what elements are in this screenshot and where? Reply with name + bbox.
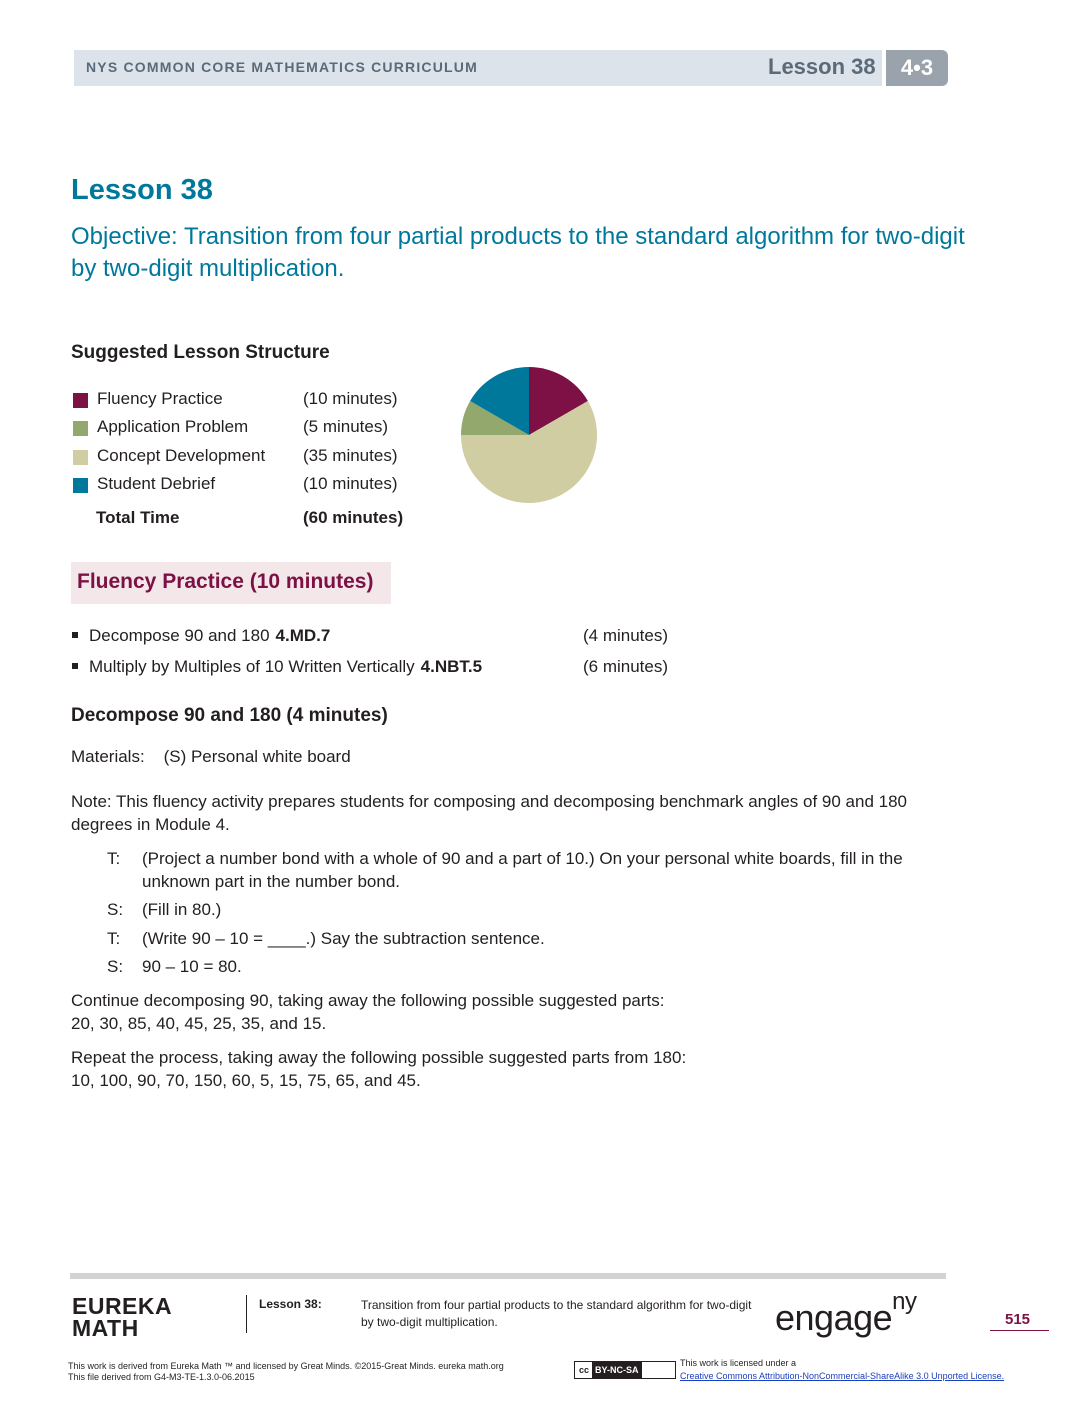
repeat-line-2: 10, 100, 90, 70, 150, 60, 5, 15, 75, 65, and 45.: [71, 1071, 421, 1090]
logo-line-2: MATH: [72, 1315, 139, 1341]
footer-lesson-label: Lesson 38:: [259, 1297, 322, 1311]
curriculum-label: NYS COMMON CORE MATHEMATICS CURRICULUM: [86, 59, 478, 75]
activity-time: (4 minutes): [583, 626, 669, 645]
dialogue-line: [0, 955, 1000, 978]
fluency-swatch: [73, 393, 88, 408]
footer-rule: [70, 1273, 946, 1279]
structure-item-name: Concept Development: [97, 446, 266, 465]
eureka-math-logo: [72, 1295, 172, 1339]
section-heading: Decompose 90 and 180 (4 minutes): [71, 705, 388, 726]
dialogue-text: 90 – 10 = 80.: [142, 957, 242, 976]
structure-item-time: (5 minutes): [303, 417, 389, 436]
logo-line-1: EUREKA: [72, 1293, 173, 1319]
cc-badge-label: BY-NC-SA: [592, 1362, 642, 1378]
cc-icon: cc: [579, 1365, 590, 1375]
speaker: T:: [107, 929, 121, 948]
total-label: Total Time: [96, 508, 180, 527]
activity-standard: 4.NBT.5: [420, 657, 483, 676]
activity-item: [72, 657, 482, 677]
bullet-icon: [72, 663, 78, 669]
activity-text: Decompose 90 and 180: [89, 626, 270, 645]
activity-item: [72, 626, 330, 646]
module-badge: 4•3: [886, 50, 948, 86]
speaker: S:: [107, 957, 124, 976]
license-text: This work is licensed under a: [680, 1358, 797, 1368]
fluency-heading-box: [71, 562, 391, 604]
cc-license-badge: [574, 1361, 676, 1379]
materials: Materials: (S) Personal white board: [71, 747, 351, 766]
note: Note: This fluency activity prepares students for composing and decomposing benchmark angles of 90 and 180 degrees in Module 4.: [71, 792, 908, 834]
total-time: (60 minutes): [303, 508, 404, 527]
concept-swatch: [73, 450, 88, 465]
derived-line-1: This work is derived from Eureka Math ™ and licensed by Great Minds. ©2015-Great Minds. eureka math.org: [68, 1361, 504, 1371]
continue-line-2: 20, 30, 85, 40, 45, 25, 35, and 15.: [71, 1014, 327, 1033]
continue-line-1: Continue decomposing 90, taking away the following possible suggested parts:: [71, 991, 665, 1010]
application-swatch: [73, 421, 88, 436]
ny-text: ny: [892, 1288, 917, 1315]
dialogue-text: (Project a number bond with a whole of 90 and a part of 10.) On your personal white boards, fill in the unknown part in the number bond.: [142, 849, 903, 891]
derived-line-2: This file derived from G4-M3-TE-1.3.0-06.2015: [68, 1372, 255, 1382]
structure-item-time: (10 minutes): [303, 474, 398, 493]
bullet-icon: [72, 632, 78, 638]
debrief-swatch: [73, 478, 88, 493]
structure-item-name: Student Debrief: [97, 474, 216, 493]
structure-item-time: (10 minutes): [303, 389, 398, 408]
license-link[interactable]: Creative Commons Attribution-NonCommercial-ShareAlike 3.0 Unported License.: [680, 1371, 1005, 1381]
structure-item-name: Fluency Practice: [97, 389, 223, 408]
dialogue-line: [0, 898, 1000, 921]
lesson-pie-chart: [458, 364, 600, 506]
objective: Objective: Transition from four partial products to the standard algorithm for two-digit by two-digit multiplication.: [71, 223, 965, 282]
dialogue-text: (Write 90 – 10 = ____.) Say the subtraction sentence.: [142, 929, 545, 948]
activity-standard: 4.MD.7: [275, 626, 331, 645]
page-number: 515: [1005, 1311, 1031, 1328]
speaker: T:: [107, 849, 121, 868]
page-number-rule: [990, 1330, 1049, 1331]
header-lesson: Lesson 38: [768, 54, 876, 79]
dialogue-line: [0, 847, 1000, 893]
structure-item-name: Application Problem: [97, 417, 249, 436]
engage-text: engage: [775, 1297, 893, 1338]
structure-item-time: (35 minutes): [303, 446, 398, 465]
page-title: Lesson 38: [71, 174, 213, 206]
activity-time: (6 minutes): [583, 657, 669, 676]
speaker: S:: [107, 900, 124, 919]
repeat-line-1: Repeat the process, taking away the following possible suggested parts from 180:: [71, 1048, 687, 1067]
footer-divider: [246, 1295, 247, 1333]
engageny-logo: [775, 1288, 917, 1339]
footer-lesson-desc: Transition from four partial products to the standard algorithm for two-digit by two-digit multiplication.: [361, 1298, 752, 1329]
dialogue-text: (Fill in 80.): [142, 900, 222, 919]
fluency-heading: Fluency Practice (10 minutes): [77, 570, 374, 593]
derived-notice: [68, 1361, 504, 1383]
activity-text: Multiply by Multiples of 10 Written Vertically: [89, 657, 415, 676]
structure-heading: Suggested Lesson Structure: [71, 342, 330, 363]
dialogue-line: [0, 927, 1000, 950]
